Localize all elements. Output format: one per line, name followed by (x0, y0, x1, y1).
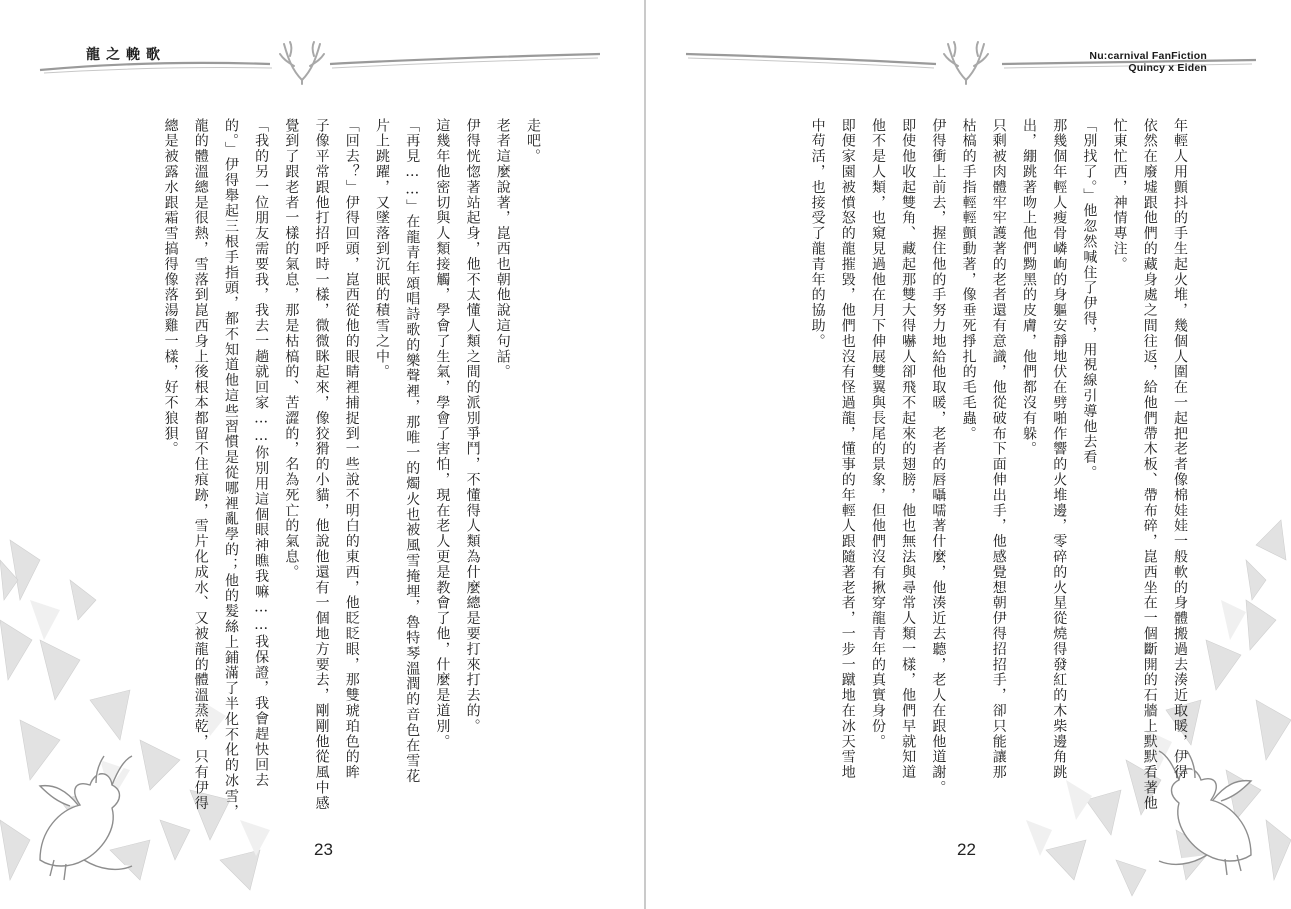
dragon-silhouette-icon (40, 756, 132, 880)
page-number: 22 (957, 840, 976, 859)
paragraph: 片上跳躍，又墜落到沉眠的積雪之中。 (373, 118, 390, 380)
paragraph: 這幾年他密切與人類接觸，學會了生氣，學會了害怕，現在老人更是教會了他，什麼是道別。 (434, 118, 451, 750)
paragraph: 即便家園被憤怒的龍摧毀，他們也沒有怪過龍，懂事的年輕人跟隨著老者，一步一蹴地在冰天雪地 (839, 118, 856, 781)
paragraph: 覺到了跟老者一樣的氣息，那是枯槁的、苦澀的，名為死亡的氣息。 (283, 118, 300, 580)
fanfiction-header: Nu:carnival FanFiction (1089, 50, 1207, 62)
page-number: 23 (314, 840, 333, 859)
paragraph: 的。」伊得舉起三根手指頭，都不知道他這些習慣是從哪裡亂學的；他的髮絲上鋪滿了半化不化的冰雪， (222, 118, 239, 820)
paragraph: 依然在廢墟跟他們的藏身處之間往返，給他們帶木板、帶布碎，崑西坐在一個斷開的石牆上默默看著他 (1141, 118, 1158, 811)
paragraph: 忙東忙西，神情專注。 (1111, 118, 1128, 272)
left-page (0, 0, 645, 909)
antler-ornament-icon (280, 42, 324, 84)
paragraph: 龍的體溫總是很熱，雪落到崑西身上後根本都留不住痕跡，雪片化成水、又被龍的體溫蒸乾，只有伊得 (192, 118, 209, 811)
paragraph: 只剩被肉體牢牢護著的老者還有意識，他從破布下面伸出手，他感覺想朝伊得招招手，卻只能讓那 (990, 118, 1007, 781)
paragraph: 即使他收起雙角、藏起那雙大得嚇人卻飛不起來的翅膀，他也無法與尋常人類一樣，他們早就知道 (900, 118, 917, 781)
book-title-header: 龍之輓歌 (86, 47, 166, 63)
paragraph: 伊得恍惚著站起身，他不太懂人類之間的派別爭鬥，不懂得人類為什麼總是要打來打去的。 (464, 118, 481, 734)
paragraph: 「回去？」伊得回頭，崑西從他的眼睛裡捕捉到一些說不明白的東西，他眨眨眼，那雙琥珀色的眸 (343, 118, 360, 781)
paragraph: 走吧。 (525, 118, 541, 165)
paragraph: 子像平常跟他打招呼時一樣，微微眯起來，像狡猾的小貓，他說他還有一個地方要去，剛剛他從風中感 (313, 118, 330, 811)
pairing-header: Quincy x Eiden (1128, 62, 1207, 74)
paragraph: 「我的另一位朋友需要我，我去一趟就回家……你別用這個眼神瞧我嘛……我保證，我會趕快回去 (253, 118, 270, 789)
paragraph: 總是被露水跟霜雪搞得像落湯雞一樣，好不狼狽。 (162, 118, 179, 457)
paragraph: 枯槁的手指輕輕顫動著，像垂死掙扎的毛毛蟲。 (960, 118, 977, 442)
paragraph: 年輕人用顫抖的手生起火堆，幾個人圍在一起把老者像棉娃娃一般軟的身體搬過去湊近取暖，伊得 (1172, 118, 1188, 781)
left-page-body (128, 118, 548, 838)
right-page (646, 0, 1291, 909)
paragraph: 「別找了。」他忽然喊住了伊得，用視線引導他去看。 (1081, 118, 1098, 481)
paragraph: 伊得衝上前去，握住他的手努力地給他取暖，老者的唇囁嚅著什麼，他湊近去聽，老人在跟他道謝。 (930, 118, 947, 796)
paragraph: 「再見……」在龍青年頌唱詩歌的樂聲裡，那唯一的燭火也被風雪掩埋，魯特琴溫潤的音色在雪花 (404, 118, 421, 785)
paragraph: 老者這麼說著，崑西也朝他說這句話。 (494, 118, 511, 380)
paragraph: 他不是人類，也窺見過他在月下伸展雙翼與長尾的景象，但他們沒有揪穿龍青年的真實身份。 (869, 118, 886, 750)
paragraph: 出，綳跳著吻上他們黝黑的皮膚，他們都沒有躲。 (1020, 118, 1037, 457)
paragraph: 中苟活，也接受了龍青年的協助。 (809, 118, 826, 349)
antler-ornament-icon (944, 42, 988, 84)
paragraph: 那幾個年輕人瘦骨嶙峋的身軀安靜地伏在劈啪作響的火堆邊，零碎的火星從燒得發紅的木柴邊角跳 (1051, 118, 1068, 781)
right-page-body (809, 118, 1195, 838)
